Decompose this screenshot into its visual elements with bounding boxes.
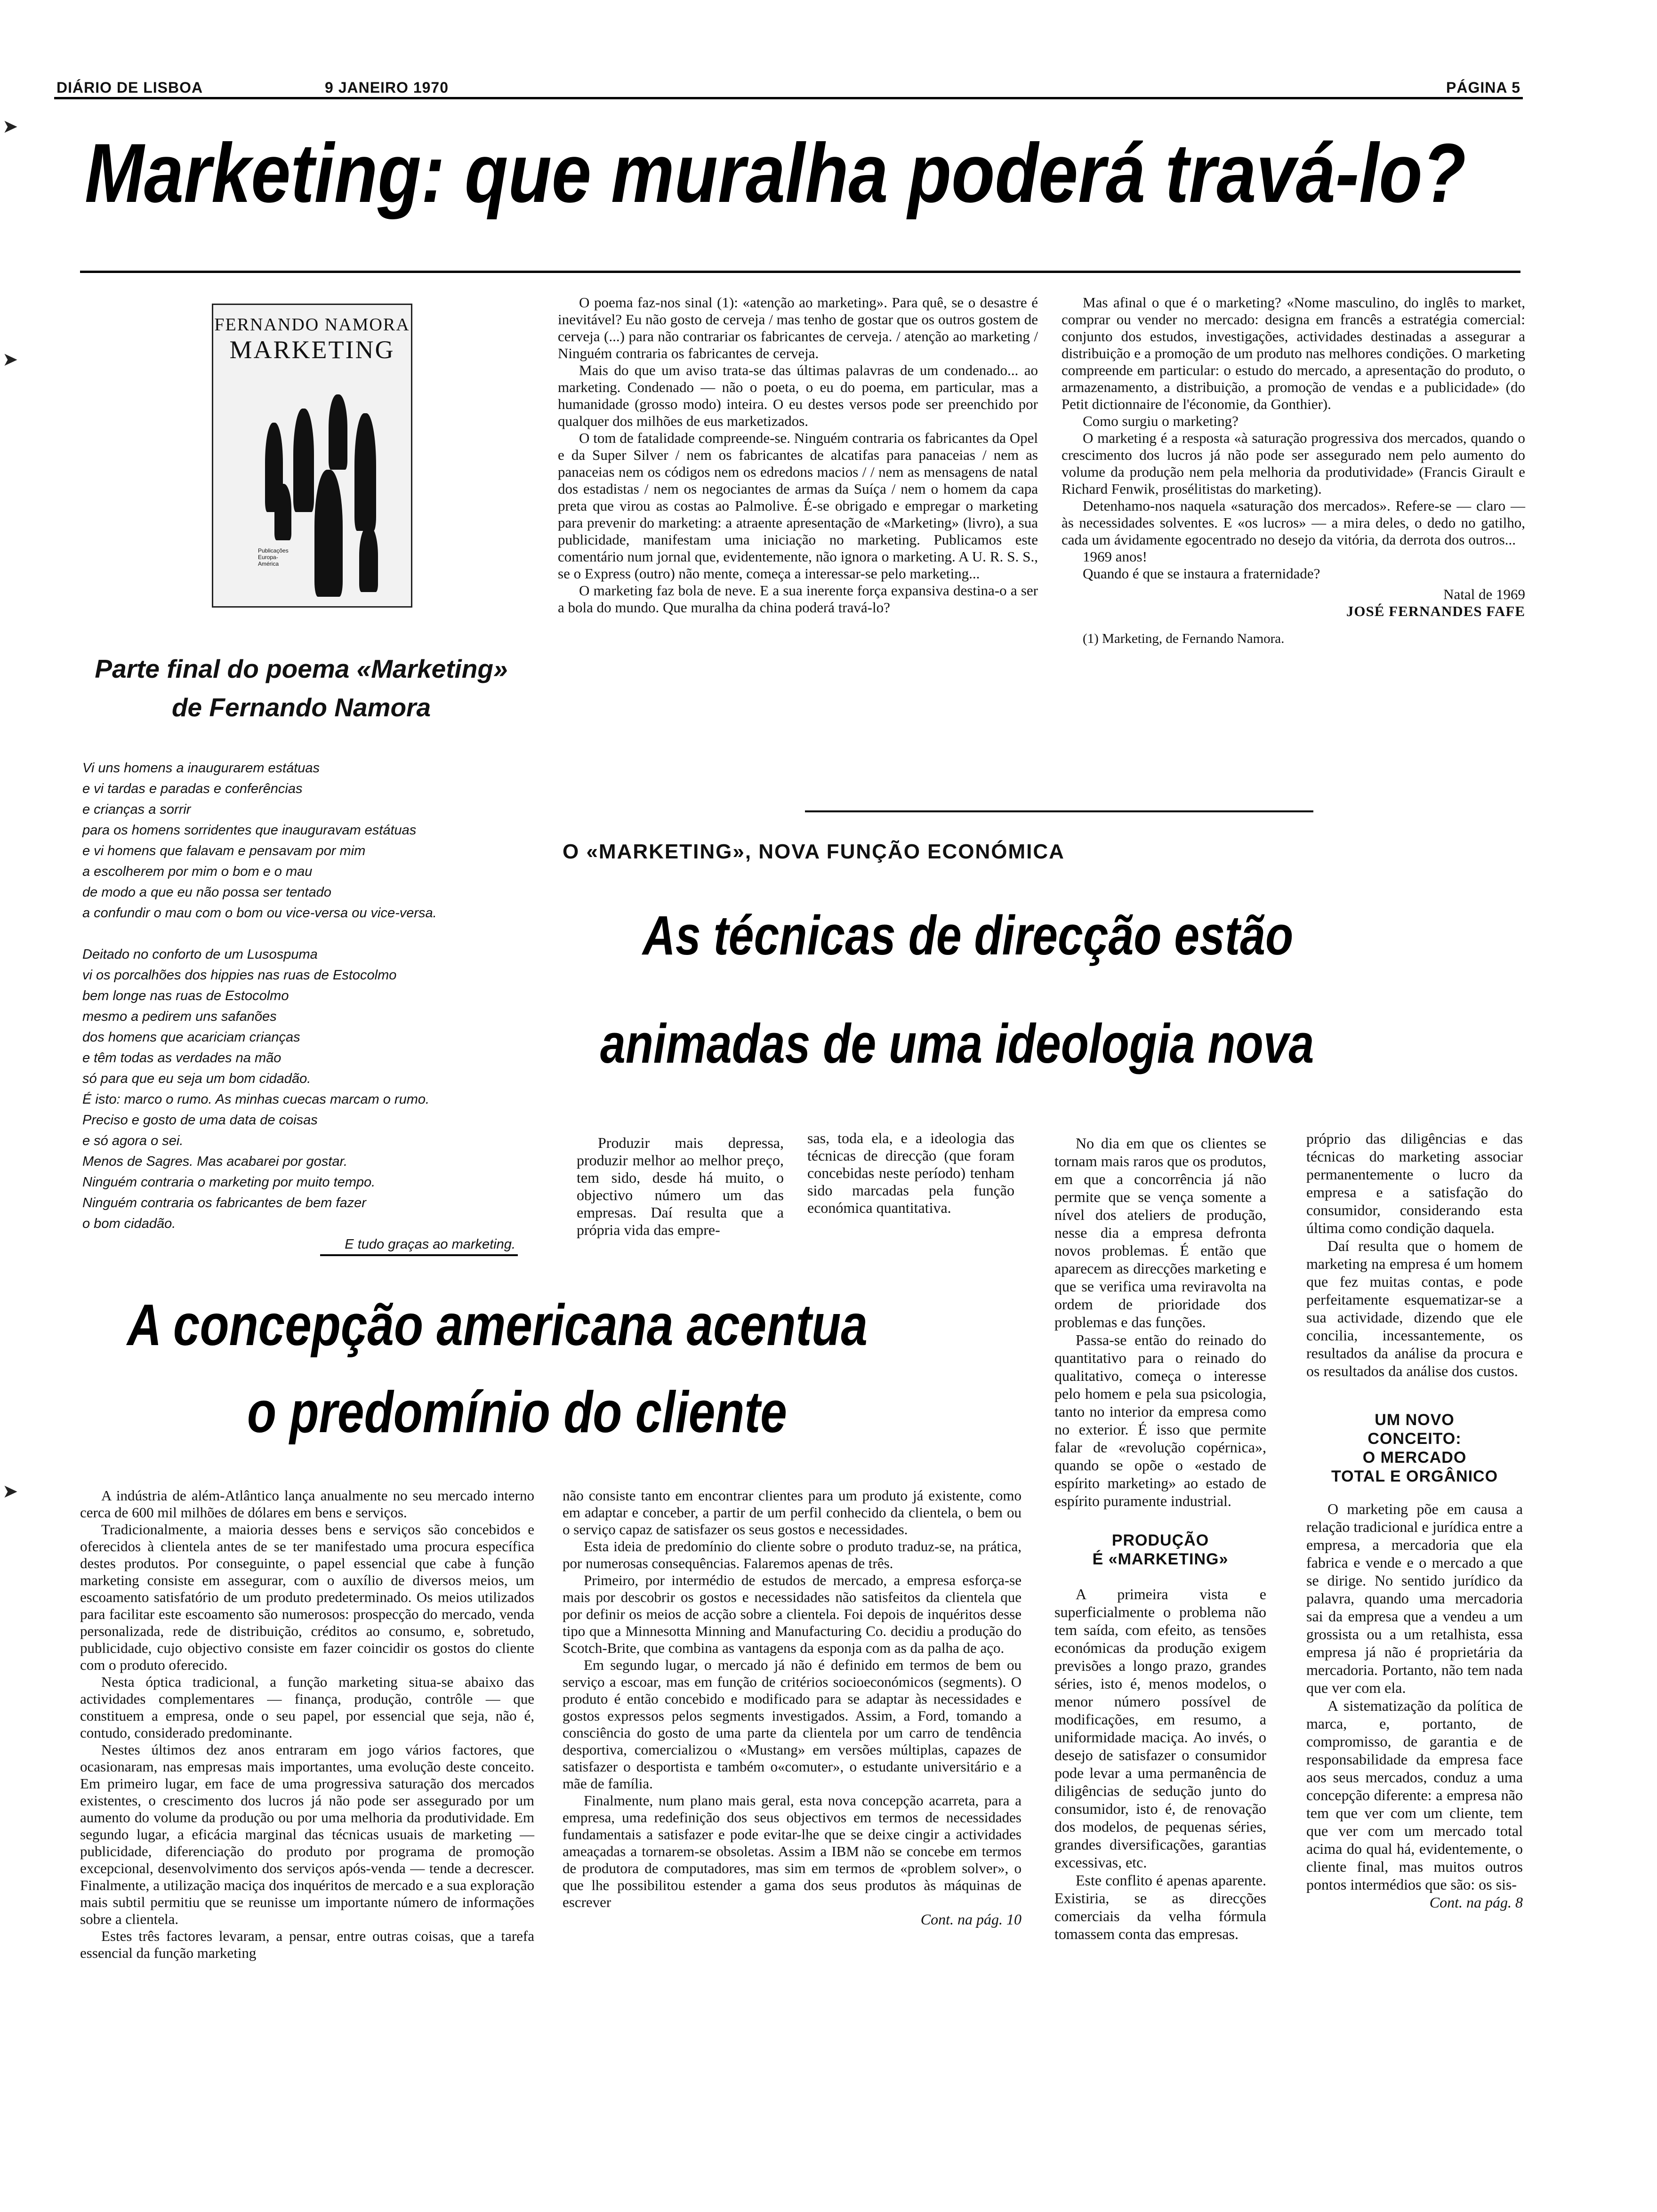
poem-line: bem longe nas ruas de Estocolmo [82, 988, 289, 1003]
article2-column-1 [577, 1134, 784, 1239]
subhead-line: O MERCADO [1362, 1449, 1467, 1467]
poem-line: vi os porcalhões dos hippies nas ruas de Estocolmo [82, 968, 397, 983]
figure-silhouette [314, 470, 343, 597]
poem-line: Vi uns homens a inaugurarem estátuas [82, 761, 320, 776]
article2-column-2 [807, 1130, 1014, 1217]
article3-column-2 [563, 1487, 1022, 1928]
article2-paragraph: A sistematização da política de marca, e, portanto, de compromisso, de garantia e de responsabilidade da empresa face aos seus mercados, conduz a uma concepção diferente: a empresa não tem que ver com um cliente, tem que ver com um mercado total acima do qual há, evidentemente, o cliente final, mas muitos outros pontos intermédios que são: os sis- [1306, 1697, 1523, 1893]
masthead-page: PÁGINA 5 [1446, 79, 1520, 96]
article3-paragraph: Primeiro, por intermédio de estudos de mercado, a empresa esforça-se mais por descobrir os gostos e necessidades não satisfeitos da clientela que por definir os meios de acção sobre a clientela. Foi depois de inquéritos desse tipo que a Minnesotta Minning and Manufacturing Co. decidiu a produção do Scotch-Brite, que combina as vantagens da esponja com as da palha de aço. [563, 1572, 1022, 1656]
poem-closing: E tudo graças ao marketing. [345, 1237, 515, 1252]
article2-paragraph: Produzir mais depressa, produzir melhor ao melhor preço, tem sido, desde há muito, o objectivo número um das empresas. Daí resulta que a própria vida das empre- [577, 1134, 784, 1238]
poem-line: só para que eu seja um bom cidadão. [82, 1071, 311, 1086]
poem-line: Menos de Sagres. Mas acabarei por gostar. [82, 1154, 348, 1169]
article2-continuation: Cont. na pág. 8 [1429, 1894, 1523, 1911]
poem-line: e vi tardas e paradas e conferências [82, 781, 303, 796]
article3-top-rule [320, 1254, 518, 1256]
article3-paragraph: Finalmente, num plano mais geral, esta nova concepção acarreta, para a empresa, uma redefinição dos seus objectivos em termos de necessidades fundamentais a satisfazer e pode evitar-lhe que se deixe cingir a actividades ameaçadas a tornarem-se obsoletas. Assim a IBM não se concebe em termos de produtora de computadores, mas sim em termos de «problem solver», o que lhe possibilitou estender a gama dos seus produtos às máquinas de escrever [563, 1792, 1022, 1910]
masthead-date: 9 JANEIRO 1970 [325, 79, 449, 96]
article2-kicker: O «MARKETING», NOVA FUNÇÃO ECONÓMICA [563, 840, 1065, 863]
poem-line: É isto: marco o rumo. As minhas cuecas marcam o rumo. [82, 1092, 430, 1107]
poem-line: e têm todas as verdades na mão [82, 1050, 282, 1066]
article1-paragraph: Mais do que um aviso trata-se das últimas palavras de um condenado... ao marketing. Condenado — não o poeta, o eu do poema, em particular, mas a humanidade (grosso modo) inteira. O eu destes versos pode ser preenchido por qualquer dos milhões de eus marketizados. [558, 362, 1038, 429]
headline-rule [80, 271, 1520, 273]
article2-paragraph: Passa-se então do reinado do quantitativo para o reinado do qualitativo, começa o interesse pelo homem e pela sua psicologia, tanto no interior da empresa como no exterior. É isso que permite falar de «revolução copérnica», quando se opõe o «estado de espírito marketing» ao estado de espírito puramente industrial. [1054, 1331, 1266, 1509]
poem-line: a confundir o mau com o bom ou vice-versa ou vice-versa. [82, 906, 437, 921]
poem-text [82, 758, 530, 1255]
poem-line: e crianças a sorrir [82, 802, 191, 817]
article2-column-3 [1054, 1134, 1266, 1943]
poem-line: a escolherem por mim o bom e o mau [82, 864, 313, 879]
article3-headline-line-1: A concepção americana acentua [127, 1293, 868, 1358]
poem-line: o bom cidadão. [82, 1216, 176, 1231]
article1-paragraph: 1969 anos! [1083, 548, 1147, 565]
article1-paragraph: Como surgiu o marketing? [1083, 413, 1239, 429]
figure-silhouette [329, 394, 347, 470]
poem-caption [80, 649, 523, 727]
article3-paragraph: não consiste tanto em encontrar clientes para um produto já existente, como em adaptar e conceber, a partir de um perfil conhecido da clientela, o bem ou o serviço capaz de satisfazer os seus gostos e necessidades. [563, 1487, 1022, 1538]
article3-paragraph: Nesta óptica tradicional, a função marketing situa-se abaixo das actividades complementares — finança, produção, contrôle — que constituem a empresa, onde o seu papel, por essencial que seja, não é, contudo, considerado predominante. [80, 1674, 534, 1741]
article3-paragraph: Em segundo lugar, o mercado já não é definido em termos de bem ou serviço a escoar, mas em função de critérios socioeconómicos (segments). O produto é então concebido e modificado para se adaptar às necessidades e gostos expressos pelos segments investigados. Assim, a Ford, tomando a consciência do gosto de uma parte da clientela por um carro de tendência desportiva, comercializou o «Mustang» em versões múltiplas, capazes de satisfazer o desportista e também o«comuter», o estudante universitário e a mãe de família. [563, 1657, 1022, 1792]
figure-silhouette [293, 409, 314, 512]
poem-line: Ninguém contraria os fabricantes de bem fazer [82, 1195, 366, 1210]
article1-paragraph: Mas afinal o que é o marketing? «Nome masculino, do inglês to market, comprar ou vender no mercado: designa em francês a estratégia comercial: conjunto dos estudos, investigações, actividades destinadas a assegurar a distribuição e a promoção de um produto nas melhores condições. O marketing compreende em particular: o estudo do mercado, a apresentação do produto, o armazenamento, a distribuição, a promoção de vendas e a publicidade» (do Petit dictionnaire de l'économie, da Gonthier). [1062, 294, 1525, 412]
poem-line: mesmo a pedirem uns safanões [82, 1009, 277, 1024]
article3-continuation: Cont. na pág. 10 [920, 1911, 1022, 1928]
figure-silhouette [274, 484, 291, 540]
poem-line: de modo a que eu não possa ser tentado [82, 885, 331, 900]
subhead-line: UM NOVO [1375, 1411, 1455, 1429]
article1-paragraph: Detenhamo-nos naquela «saturação dos mercados». Refere-se — claro — às necessidades solventes. E «os lucros» — a mira deles, o dedo no gatilho, cada um ávidamente egocentrado no desejo da vitória, da derrota dos outros... [1062, 497, 1525, 548]
article2-paragraph: próprio das diligências e das técnicas do marketing associar permanentemente o lucro da empresa e a satisfação do consumidor, considerando esta última como condição daquela. [1306, 1130, 1523, 1236]
article2-paragraph: A primeira vista e superficialmente o problema não tem saída, com efeito, as tensões económicas da produção exigem previsões a longo prazo, grandes séries, isto é, menos modelos, o menor número possível de modificações, em resumo, a uniformidade maciça. Ao invés, o desejo de satisfazer o consumidor pode levar a uma permanência de diligências de sedução junto do consumidor, isto é, de renovação dos modelos, de pequenas séries, grandes diversificações, garantias excessivas, etc. [1054, 1586, 1266, 1871]
poem-line: Deitado no conforto de um Lusospuma [82, 947, 318, 962]
article3-column-1 [80, 1487, 534, 1962]
article1-paragraph: Quando é que se instaura a fraternidade? [1083, 565, 1320, 582]
subhead-line: TOTAL E ORGÂNICO [1331, 1467, 1498, 1485]
masthead-paper: DIÁRIO DE LISBOA [56, 79, 203, 96]
article1-paragraph: O marketing faz bola de neve. E a sua inerente força expansiva destina-o a ser a bola do mundo. Que muralha da china poderá travá-lo? [558, 582, 1038, 616]
article2-headline-line-2: animadas de uma ideologia nova [600, 1013, 1314, 1075]
book-cover-title: MARKETING [229, 336, 395, 364]
article2-paragraph: sas, toda ela, e a ideologia das técnicas de direcção (que foram concebidas neste período) tenham sido marcadas pela função económica quantitativa. [807, 1130, 1014, 1216]
subhead-line: É «MARKETING» [1092, 1550, 1229, 1568]
article3-headline-line-2: o predomínio do cliente [247, 1380, 787, 1445]
article2-paragraph: No dia em que os clientes se tornam mais raros que os produtos, em que a concorrência já não permite que se vença somente a nível dos ateliers de produção, nesse dia a empresa defronta novos problemas. É então que aparecem as direcções marketing e que se verifica uma reviravolta na ordem de prioridade dos problemas e das funções. [1054, 1135, 1266, 1330]
poem-caption-line-2: de Fernando Namora [171, 693, 431, 722]
article1-column-2 [1062, 294, 1525, 647]
subhead-line: CONCEITO: [1367, 1430, 1462, 1448]
article2-subhead-conceito [1306, 1411, 1523, 1486]
figure-silhouette [354, 413, 376, 531]
article1-footnote: (1) Marketing, de Fernando Namora. [1083, 631, 1285, 646]
poem-line: e só agora o sei. [82, 1133, 184, 1148]
article1-paragraph: O poema faz-nos sinal (1): «atenção ao marketing». Para quê, se o desastre é inevitável? Eu não gosto de cerveja / mas tenho de gostar que os outros gostem de cerveja (...) para não contrariar os fabricantes de cerveja. / atenção ao marketing / Ninguém contraria os fabricantes de cerveja. [558, 294, 1038, 361]
book-cover-image [212, 304, 412, 608]
article1-column-1 [558, 294, 1038, 616]
article2-headline-line-1: As técnicas de direcção estão [643, 905, 1294, 967]
margin-arrow-icon: ➤ [2, 349, 18, 370]
article1-paragraph: O tom de fatalidade compreende-se. Ninguém contraria os fabricantes da Opel e da Super Silver / nem os fabricantes de alcatifas para panaceias / nem as panaceias nem os códigos nem os edredons macios / / nem as mensagens de natal dos estadistas / nem os negociantes de armas da Suíça / nem o homem da capa preta que virou as costas ao Palmolive. É-se obrigado e empregar o marketing para prevenir do marketing: a atraente apresentação de «Marketing» (livro), a sua publicidade, manifestam uma iniciação no marketing. Publicamos este comentário num jornal que, evidentemente, não ignora o marketing. A U. R. S. S., se o Express (outro) não mente, começa a interessar-se pelo marketing... [558, 430, 1038, 582]
article3-paragraph: A indústria de além-Atlântico lança anualmente no seu mercado interno cerca de 600 mil milhões de dólares em bens e serviços. [80, 1487, 534, 1521]
article3-paragraph: Tradicionalmente, a maioria desses bens e serviços são concebidos e oferecidos à clientela antes de se ter manifestado uma procura específica destes produtos. Por conseguinte, o papel essencial que cabe à função marketing consiste em assegurar, com o auxílio de diversos meios, um escoamento satisfatório de um produto predeterminado. Os meios utilizados para facilitar este escoamento são numerosos: prospecção do mercado, venda personalizada, rede de distribuição, créditos ao consumo, e, sobretudo, publicidade, cujo objectivo consiste em fazer coincidir os gostos do cliente com o produto oferecido. [80, 1521, 534, 1673]
article2-paragraph: O marketing põe em causa a relação tradicional e jurídica entre a empresa, a mercadoria que ela fabrica e vende e o mercado a que se dirige. No sentido jurídico da palavra, quando uma mercadoria sai da empresa que a vendeu a um grossista ou a um retalhista, essa empresa já não é proprietária da mercadoria. Portanto, não tem nada que ver com ela. [1306, 1500, 1523, 1696]
subhead-line: PRODUÇÃO [1111, 1531, 1209, 1549]
book-cover-publisher: Publicações Europa-América [258, 547, 289, 567]
article2-column-4 [1306, 1130, 1523, 1911]
article1-paragraph: O marketing é a resposta «à saturação progressiva dos mercados, quando o crescimento dos lucros já não pode ser assegurado nem pelo aumento do volume da produção nem pela melhoria da produtividade» (Francis Girault e Richard Fenwik, prosélitistas do marketing). [1062, 430, 1525, 497]
article1-dateline: Natal de 1969 [1443, 586, 1525, 602]
article3-paragraph: Esta ideia de predomínio do cliente sobre o produto traduz-se, na prática, por numerosas consequências. Falaremos apenas de três. [563, 1538, 1022, 1571]
masthead-rule [54, 97, 1523, 99]
figure-silhouette [359, 526, 378, 592]
article2-paragraph: Este conflito é apenas aparente. Existiria, se as direcções comerciais da velha fórmula tomassem conta das empresas. [1054, 1872, 1266, 1942]
margin-arrow-icon: ➤ [2, 116, 18, 137]
poem-caption-line-1: Parte final do poema «Marketing» [95, 654, 508, 683]
article1-author: JOSÉ FERNANDES FAFE [1346, 603, 1525, 619]
poem-stanza-break [82, 923, 530, 944]
book-cover-author: FERNANDO NAMORA [214, 315, 410, 335]
section-rule [805, 810, 1313, 812]
article3-paragraph: Nestes últimos dez anos entraram em jogo vários factores, que ocasionaram, nas empresas mais importantes, uma evolução deste conceito. Em primeiro lugar, em face de uma progressiva saturação dos mercados existentes, o crescimento dos lucros já não pode ser assegurado por um aumento do volume da produção ou por uma melhoria da produtividade. Em segundo lugar, a eficácia marginal das técnicas usuais de marketing — publicidade, diferenciação do produto por programa de promoção excepcional, desenvolvimento dos serviços após-venda — tende a decrescer. Finalmente, a utilização maciça dos inquéritos de mercado e a sua exploração mais subtil permitiu que se reunisse um importante número de informações sobre a clientela. [80, 1741, 534, 1927]
poem-line: e vi homens que falavam e pensavam por mim [82, 843, 366, 858]
poem-line: Preciso e gosto de uma data de coisas [82, 1113, 318, 1128]
poem-line: para os homens sorridentes que inauguravam estátuas [82, 823, 417, 838]
poem-line: Ninguém contraria o marketing por muito tempo. [82, 1175, 376, 1190]
article2-paragraph: Daí resulta que o homem de marketing na empresa é um homem que fez muitas contas, e pode perfeitamente esquematizar-se a sua actividade, dizendo que ele concilia, incessantemente, os resultados da análise da procura e os resultados da análise dos custos. [1306, 1237, 1523, 1379]
poem-line: dos homens que acariciam crianças [82, 1030, 300, 1045]
article3-paragraph: Estes três factores levaram, a pensar, entre outras coisas, que a tarefa essencial da função marketing [80, 1928, 534, 1961]
article2-subhead-producao [1054, 1531, 1266, 1569]
main-headline: Marketing: que muralha poderá travá-lo? [85, 126, 1466, 220]
margin-arrow-icon: ➤ [2, 1481, 18, 1502]
